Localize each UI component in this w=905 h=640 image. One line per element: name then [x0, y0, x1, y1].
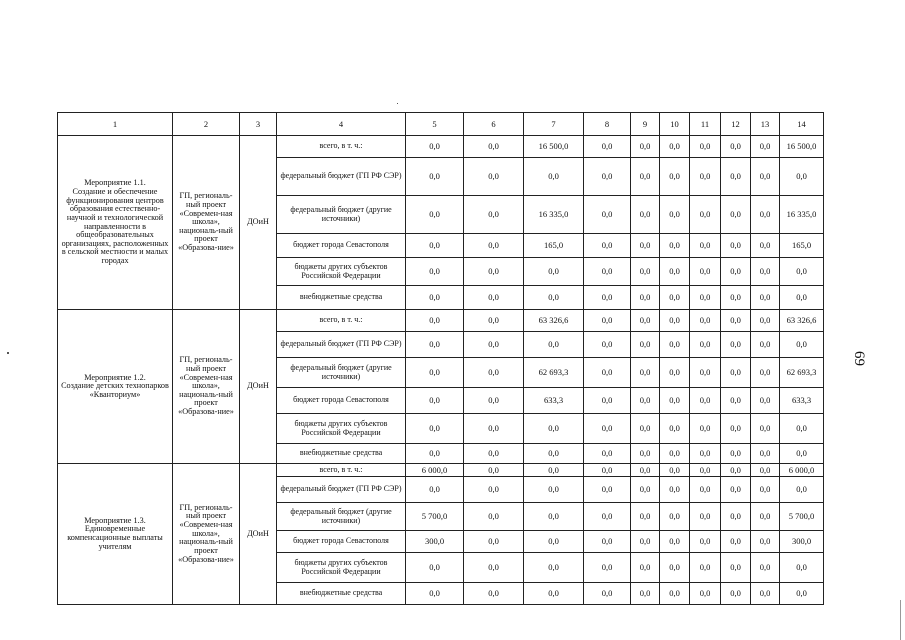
- value-cell: 0,0: [584, 310, 631, 332]
- value-cell: 16 500,0: [780, 136, 824, 158]
- value-cell: 0,0: [584, 158, 631, 196]
- value-cell: 0,0: [406, 388, 464, 414]
- header-cell: 9: [631, 113, 660, 136]
- funding-source-cell: бюджеты других субъектов Российской Федерации: [277, 414, 406, 444]
- funding-source-cell: бюджеты других субъектов Российской Федерации: [277, 258, 406, 286]
- value-cell: 300,0: [780, 531, 824, 553]
- value-cell: 0,0: [524, 477, 584, 503]
- value-cell: 0,0: [660, 477, 690, 503]
- value-cell: 0,0: [660, 531, 690, 553]
- value-cell: 0,0: [406, 158, 464, 196]
- value-cell: 0,0: [751, 388, 780, 414]
- measure-cell: Мероприятие 1.3. Единовременные компенсационные выплаты учителям: [58, 464, 173, 605]
- header-cell: 3: [240, 113, 277, 136]
- value-cell: 0,0: [631, 332, 660, 358]
- value-cell: 0,0: [464, 234, 524, 258]
- value-cell: 0,0: [690, 531, 721, 553]
- value-cell: 0,0: [660, 358, 690, 388]
- value-cell: 0,0: [660, 158, 690, 196]
- value-cell: 0,0: [524, 553, 584, 583]
- value-cell: 0,0: [406, 358, 464, 388]
- funding-source-cell: внебюджетные средства: [277, 286, 406, 310]
- value-cell: 0,0: [690, 136, 721, 158]
- value-cell: 0,0: [464, 503, 524, 531]
- value-cell: 0,0: [406, 414, 464, 444]
- header-cell: 8: [584, 113, 631, 136]
- value-cell: 0,0: [660, 196, 690, 234]
- value-cell: 0,0: [631, 444, 660, 464]
- value-cell: 0,0: [406, 258, 464, 286]
- value-cell: 0,0: [660, 464, 690, 477]
- value-cell: 0,0: [406, 444, 464, 464]
- value-cell: 16 500,0: [524, 136, 584, 158]
- value-cell: 0,0: [631, 286, 660, 310]
- header-cell: 5: [406, 113, 464, 136]
- value-cell: 0,0: [721, 310, 751, 332]
- value-cell: 0,0: [751, 286, 780, 310]
- value-cell: 0,0: [780, 332, 824, 358]
- value-cell: 0,0: [721, 464, 751, 477]
- value-cell: 0,0: [780, 286, 824, 310]
- value-cell: 0,0: [631, 358, 660, 388]
- value-cell: 63 326,6: [524, 310, 584, 332]
- header-cell: 7: [524, 113, 584, 136]
- value-cell: 0,0: [660, 258, 690, 286]
- value-cell: 5 700,0: [780, 503, 824, 531]
- header-cell: 12: [721, 113, 751, 136]
- value-cell: 0,0: [721, 158, 751, 196]
- value-cell: 0,0: [721, 477, 751, 503]
- value-cell: 0,0: [464, 583, 524, 605]
- value-cell: 0,0: [464, 531, 524, 553]
- funding-source-cell: бюджеты других субъектов Российской Федерации: [277, 553, 406, 583]
- value-cell: 0,0: [690, 158, 721, 196]
- value-cell: 0,0: [751, 136, 780, 158]
- value-cell: 0,0: [721, 531, 751, 553]
- value-cell: 0,0: [690, 196, 721, 234]
- value-cell: 0,0: [464, 196, 524, 234]
- value-cell: 0,0: [751, 553, 780, 583]
- value-cell: 0,0: [690, 477, 721, 503]
- value-cell: 0,0: [780, 477, 824, 503]
- page-number: 69: [851, 351, 867, 366]
- funding-source-cell: бюджет города Севастополя: [277, 531, 406, 553]
- value-cell: 0,0: [584, 553, 631, 583]
- program-cell: ГП, региональ-ный проект «Современ-ная школа», националь-ный проект «Образова-ние»: [173, 136, 240, 310]
- funding-source-cell: бюджет города Севастополя: [277, 234, 406, 258]
- value-cell: 0,0: [721, 136, 751, 158]
- value-cell: 0,0: [660, 444, 690, 464]
- value-cell: 0,0: [690, 444, 721, 464]
- header-cell: 10: [660, 113, 690, 136]
- value-cell: 0,0: [631, 531, 660, 553]
- value-cell: 0,0: [631, 414, 660, 444]
- funding-source-cell: внебюджетные средства: [277, 444, 406, 464]
- value-cell: 0,0: [584, 258, 631, 286]
- value-cell: 0,0: [584, 477, 631, 503]
- scan-edge: [900, 600, 901, 640]
- value-cell: 0,0: [751, 531, 780, 553]
- value-cell: 0,0: [751, 196, 780, 234]
- value-cell: 6 000,0: [780, 464, 824, 477]
- value-cell: 0,0: [721, 414, 751, 444]
- value-cell: 0,0: [721, 196, 751, 234]
- program-cell: ГП, региональ-ный проект «Современ-ная школа», националь-ный проект «Образова-ние»: [173, 310, 240, 464]
- value-cell: 0,0: [464, 158, 524, 196]
- funding-source-cell: всего, в т. ч.:: [277, 136, 406, 158]
- value-cell: 0,0: [690, 583, 721, 605]
- value-cell: 0,0: [721, 258, 751, 286]
- value-cell: 0,0: [464, 414, 524, 444]
- value-cell: 0,0: [660, 286, 690, 310]
- value-cell: 0,0: [690, 553, 721, 583]
- value-cell: 0,0: [524, 531, 584, 553]
- value-cell: 0,0: [690, 388, 721, 414]
- funding-source-cell: бюджет города Севастополя: [277, 388, 406, 414]
- value-cell: 0,0: [524, 414, 584, 444]
- value-cell: 0,0: [406, 332, 464, 358]
- value-cell: 0,0: [721, 553, 751, 583]
- funding-source-cell: федеральный бюджет (другие источники): [277, 358, 406, 388]
- value-cell: 0,0: [660, 310, 690, 332]
- value-cell: 0,0: [406, 286, 464, 310]
- table-row: [58, 136, 824, 158]
- value-cell: 0,0: [631, 553, 660, 583]
- value-cell: 0,0: [690, 414, 721, 444]
- value-cell: 0,0: [780, 258, 824, 286]
- value-cell: 0,0: [584, 414, 631, 444]
- value-cell: 0,0: [464, 388, 524, 414]
- value-cell: 0,0: [584, 136, 631, 158]
- value-cell: 0,0: [690, 310, 721, 332]
- value-cell: 0,0: [631, 503, 660, 531]
- value-cell: 0,0: [780, 414, 824, 444]
- value-cell: 0,0: [406, 477, 464, 503]
- value-cell: 0,0: [751, 234, 780, 258]
- value-cell: 0,0: [406, 234, 464, 258]
- value-cell: 0,0: [690, 286, 721, 310]
- value-cell: 633,3: [524, 388, 584, 414]
- value-cell: 6 000,0: [406, 464, 464, 477]
- value-cell: 0,0: [751, 258, 780, 286]
- value-cell: 0,0: [524, 332, 584, 358]
- value-cell: 0,0: [660, 136, 690, 158]
- funding-source-cell: федеральный бюджет (ГП РФ СЭР): [277, 332, 406, 358]
- funding-source-cell: федеральный бюджет (другие источники): [277, 196, 406, 234]
- value-cell: 0,0: [751, 583, 780, 605]
- header-row: [58, 113, 824, 136]
- value-cell: 0,0: [721, 583, 751, 605]
- value-cell: 0,0: [464, 358, 524, 388]
- value-cell: 0,0: [690, 258, 721, 286]
- value-cell: 0,0: [584, 464, 631, 477]
- value-cell: 0,0: [524, 258, 584, 286]
- value-cell: 0,0: [584, 503, 631, 531]
- value-cell: 0,0: [690, 358, 721, 388]
- header-cell: 13: [751, 113, 780, 136]
- value-cell: 0,0: [584, 234, 631, 258]
- value-cell: 0,0: [584, 332, 631, 358]
- executor-cell: ДОиН: [240, 136, 277, 310]
- value-cell: 0,0: [660, 414, 690, 444]
- value-cell: 0,0: [751, 464, 780, 477]
- value-cell: 62 693,3: [780, 358, 824, 388]
- value-cell: 0,0: [524, 444, 584, 464]
- value-cell: 0,0: [524, 503, 584, 531]
- value-cell: 0,0: [690, 464, 721, 477]
- value-cell: 0,0: [660, 388, 690, 414]
- value-cell: 0,0: [631, 583, 660, 605]
- funding-source-cell: внебюджетные средства: [277, 583, 406, 605]
- funding-source-cell: всего, в т. ч.:: [277, 464, 406, 477]
- value-cell: 0,0: [464, 477, 524, 503]
- value-cell: 0,0: [690, 332, 721, 358]
- funding-source-cell: федеральный бюджет (другие источники): [277, 503, 406, 531]
- value-cell: 0,0: [660, 583, 690, 605]
- header-cell: 14: [780, 113, 824, 136]
- value-cell: 0,0: [751, 158, 780, 196]
- value-cell: 300,0: [406, 531, 464, 553]
- value-cell: 0,0: [721, 332, 751, 358]
- value-cell: 0,0: [464, 136, 524, 158]
- value-cell: 0,0: [751, 477, 780, 503]
- value-cell: 0,0: [660, 234, 690, 258]
- value-cell: 0,0: [464, 258, 524, 286]
- value-cell: 165,0: [524, 234, 584, 258]
- value-cell: 633,3: [780, 388, 824, 414]
- value-cell: 0,0: [584, 286, 631, 310]
- value-cell: 0,0: [584, 583, 631, 605]
- value-cell: 0,0: [690, 234, 721, 258]
- value-cell: 0,0: [631, 258, 660, 286]
- value-cell: 0,0: [751, 444, 780, 464]
- value-cell: 0,0: [406, 583, 464, 605]
- value-cell: 0,0: [584, 444, 631, 464]
- value-cell: 16 335,0: [524, 196, 584, 234]
- value-cell: 0,0: [780, 444, 824, 464]
- value-cell: 0,0: [524, 464, 584, 477]
- value-cell: 0,0: [584, 388, 631, 414]
- value-cell: 0,0: [406, 310, 464, 332]
- value-cell: 16 335,0: [780, 196, 824, 234]
- value-cell: 0,0: [631, 477, 660, 503]
- value-cell: 0,0: [780, 158, 824, 196]
- value-cell: 0,0: [406, 196, 464, 234]
- value-cell: 0,0: [464, 332, 524, 358]
- value-cell: 0,0: [631, 196, 660, 234]
- value-cell: 0,0: [751, 414, 780, 444]
- value-cell: 0,0: [464, 310, 524, 332]
- value-cell: 0,0: [660, 332, 690, 358]
- value-cell: 0,0: [406, 553, 464, 583]
- value-cell: 0,0: [464, 553, 524, 583]
- value-cell: 0,0: [751, 310, 780, 332]
- scan-speck: [7, 352, 9, 354]
- executor-cell: ДОиН: [240, 464, 277, 605]
- value-cell: 0,0: [464, 286, 524, 310]
- value-cell: 0,0: [660, 553, 690, 583]
- value-cell: 0,0: [631, 234, 660, 258]
- table-row: [58, 464, 824, 477]
- value-cell: 0,0: [406, 136, 464, 158]
- value-cell: 0,0: [751, 332, 780, 358]
- value-cell: 0,0: [631, 388, 660, 414]
- measure-cell: Мероприятие 1.2. Создание детских технопарков «Кванториум»: [58, 310, 173, 464]
- value-cell: 0,0: [524, 286, 584, 310]
- value-cell: 0,0: [660, 503, 690, 531]
- value-cell: 0,0: [524, 583, 584, 605]
- value-cell: 0,0: [524, 158, 584, 196]
- value-cell: 0,0: [751, 358, 780, 388]
- value-cell: 0,0: [721, 286, 751, 310]
- value-cell: 0,0: [721, 234, 751, 258]
- value-cell: 0,0: [721, 358, 751, 388]
- value-cell: 0,0: [464, 444, 524, 464]
- value-cell: 0,0: [584, 358, 631, 388]
- value-cell: 0,0: [780, 553, 824, 583]
- value-cell: 5 700,0: [406, 503, 464, 531]
- budget-table: [57, 112, 824, 605]
- value-cell: 0,0: [631, 464, 660, 477]
- header-cell: 11: [690, 113, 721, 136]
- measure-cell: Мероприятие 1.1. Создание и обеспечение функционирования центров образования естественно-научной и технологической направленности в общеобразовательных организациях, расположенных в сельской местности и малых городах: [58, 136, 173, 310]
- header-cell: 1: [58, 113, 173, 136]
- value-cell: 0,0: [464, 464, 524, 477]
- table-row: [58, 310, 824, 332]
- program-cell: ГП, региональ-ный проект «Современ-ная школа», националь-ный проект «Образова-ние»: [173, 464, 240, 605]
- value-cell: 0,0: [631, 136, 660, 158]
- scan-speck: [397, 103, 398, 104]
- value-cell: 62 693,3: [524, 358, 584, 388]
- funding-source-cell: федеральный бюджет (ГП РФ СЭР): [277, 477, 406, 503]
- value-cell: 0,0: [721, 444, 751, 464]
- value-cell: 0,0: [690, 503, 721, 531]
- header-cell: 4: [277, 113, 406, 136]
- executor-cell: ДОиН: [240, 310, 277, 464]
- value-cell: 0,0: [631, 158, 660, 196]
- value-cell: 0,0: [780, 583, 824, 605]
- value-cell: 0,0: [584, 196, 631, 234]
- value-cell: 0,0: [751, 503, 780, 531]
- header-cell: 2: [173, 113, 240, 136]
- header-cell: 6: [464, 113, 524, 136]
- value-cell: 165,0: [780, 234, 824, 258]
- funding-source-cell: всего, в т. ч.:: [277, 310, 406, 332]
- value-cell: 63 326,6: [780, 310, 824, 332]
- funding-source-cell: федеральный бюджет (ГП РФ СЭР): [277, 158, 406, 196]
- value-cell: 0,0: [721, 388, 751, 414]
- value-cell: 0,0: [631, 310, 660, 332]
- value-cell: 0,0: [721, 503, 751, 531]
- value-cell: 0,0: [584, 531, 631, 553]
